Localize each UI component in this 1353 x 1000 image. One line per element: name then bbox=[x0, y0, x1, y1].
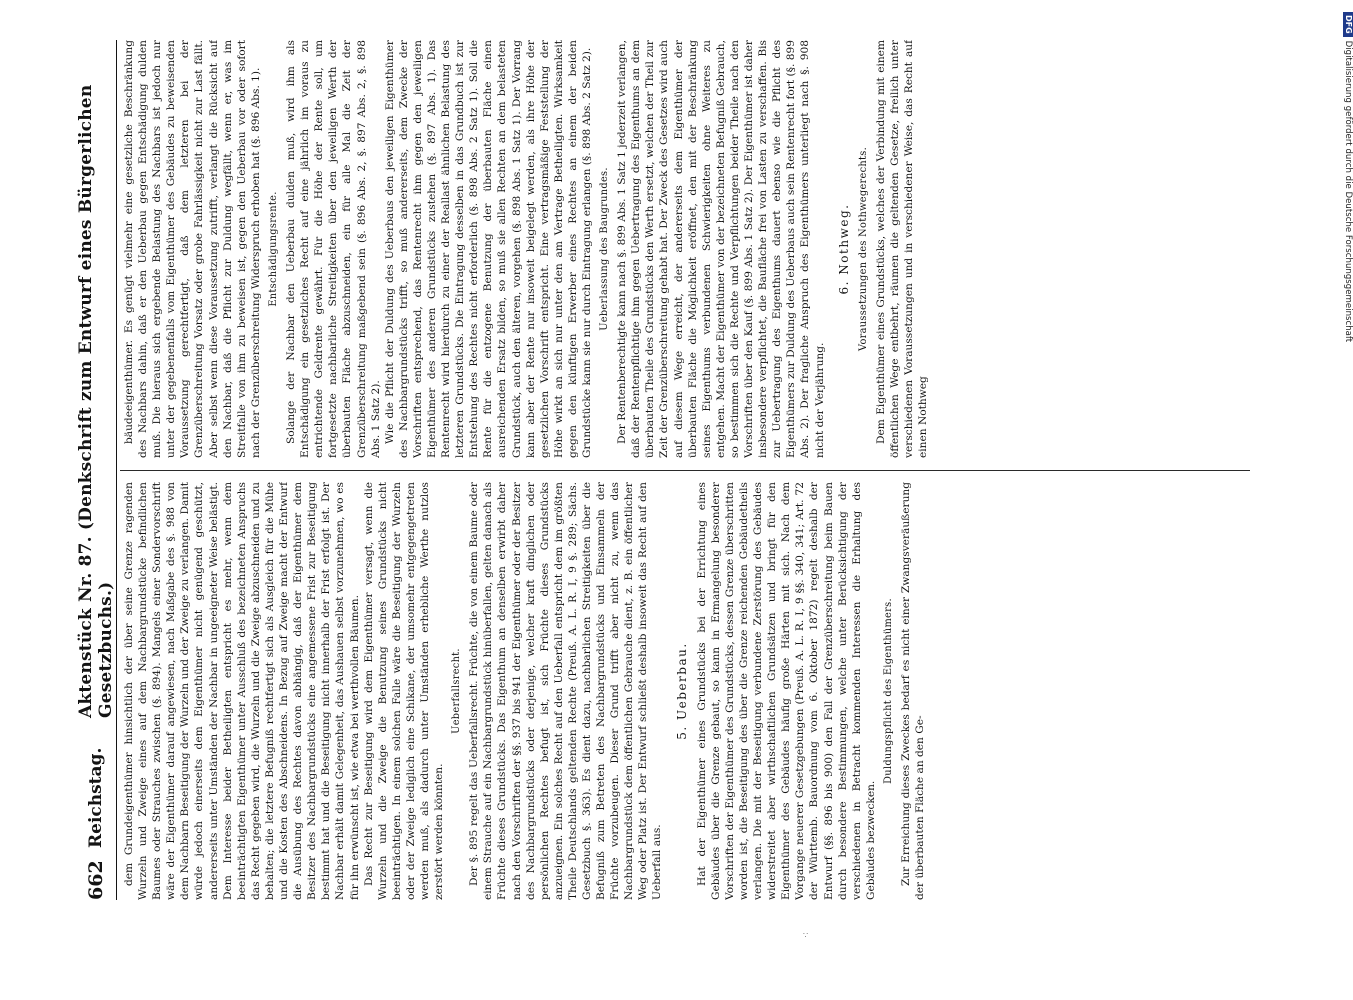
header-title: Aktenstück Nr. 87. (Denkschrift zum Entwurf eines Bürgerlichen Gesetzbuchs.) bbox=[76, 84, 116, 718]
text-columns bbox=[122, 40, 1252, 900]
page-number: 662 bbox=[85, 860, 107, 900]
left-subheading: Duldungspflicht des Eigenthümers. bbox=[882, 598, 894, 784]
right-paragraph: Der Rentenberechtigte kann nach §. 899 Abs. 1 Satz 1 jederzeit verlangen, daß der Rentenpflichtige ihm gegen Uebertragung des Eigenthums an dem überbauten Theile des Grundstücks den Werth ersetzt, welchen der Theil zur Zeit der Grenzüberschreitung gehabt hat. Der Zweck des Gesetzes wird auch auf diesem Wege erreicht, der andererseits dem Eigenthümer der überbauten Fläche die Möglichkeit eröffnet, den mit der Beschränkung seines Eigenthums verbundenen Schwierigkeiten ohne Weiteres zu entgehen. Macht der Eigenthümer von der bezeichneten Befugniß Gebrauch, so bestimmen sich die Rechte und Verpflichtungen beider Theile nach den Vorschriften über den Kauf (§. 899 Abs. 1 Satz 2). Der Eigenthümer ist daher insbesondere verpflichtet, die Baufläche frei von Lasten zu verschaffen. Bis zur Uebertragung des Eigenthums dauert ebenso wie die Pflicht des Eigenthümers zur Duldung des Ueberbaus auch sein Rentenrecht fort (§. 899 Abs. 2). Der fragliche Anspruch des Eigenthümers unterliegt nach §. 908 nicht der Verjährung. bbox=[616, 40, 826, 458]
dfg-logo: DFG bbox=[1343, 12, 1353, 37]
left-paragraph: Der §. 895 regelt das Ueberfallsrecht. Früchte, die von einem Baume oder einem Strauche auf ein Nachbargrundstück hinüberfallen, gelten danach als Früchte dieses Grundstücks. Das Eigenthum an denselben erwirbt daher nach den Vorschriften der §§. 937 bis 941 der Eigenthümer oder der Besitzer des Nachbargrundstücks oder derjenige, welcher kraft dinglichen oder persönlichen Rechtes befugt ist, sich Früchte dieses Grundstücks anzueignen. Ein solches Recht auf den Ueberfall entspricht dem im größten Theile Deutschlands geltenden Rechte (Preuß. A. L. R. I, 9 §. 289; Sächs. Gesetzbuch §. 363). Es dient dazu, nachbarlichen Streitigkeiten über die Befugniß zum Betreten des Nachbargrundstücks und Einsammeln der Früchte vorzubeugen. Dieser Grund trifft aber nicht zu, wenn das Nachbargrundstück dem öffentlichen Gebrauche dient, z. B. ein öffentlicher Weg oder Platz ist. Der Entwurf schließt deshalb insoweit das Recht auf den Ueberfall aus. bbox=[468, 482, 664, 900]
left-paragraph: Zur Erreichung dieses Zweckes bedarf es nicht einer Zwangsveräußerung der überbauten Fläche an den Ge- bbox=[899, 482, 927, 900]
right-paragraph: Wie die Pflicht der Duldung des Ueberbaus den jeweiligen Eigenthümer des Nachbargrundstücks trifft, so muß andererseits, dem Zwecke der Vorschriften entsprechend, das Rentenrecht ihm gegen den jeweiligen Eigenthümer des anderen Grundstücks zustehen (§. 897 Abs. 1). Das Rentenrecht wird hierdurch zu einer der Reallast ähnlichen Belastung des letzteren Grundstücks. Die Eintragung desselben in das Grundbuch ist zur Entstehung des Rechtes nicht erforderlich (§. 898 Abs. 2 Satz 1). Soll die Rente für die entzogene Benutzung der überbauten Fläche einen ausreichenden Ersatz bilden, so muß sie allen Rechten an dem belasteten Grundstück, auch den älteren, vorgehen (§. 898 Abs. 1 Satz 1). Der Vorrang kann aber der Rente nur insoweit beigelegt werden, als ihre Höhe der gesetzlichen Vorschrift entspricht. Eine vertragsmäßige Feststellung der Höhe wirkt an sich nur unter den am Vertrage Betheiligten. Wirksamkeit gegen den künftigen Erwerber eines Rechtes an einem der beiden Grundstücke kann sie nur durch Eintragung erlangen (§. 898 Abs. 2 Satz 2). bbox=[383, 40, 593, 458]
document-page bbox=[76, 40, 1256, 900]
right-column bbox=[122, 40, 1252, 458]
right-paragraph: bäudeeigenthümer. Es genügt vielmehr eine gesetzliche Beschränkung des Nachbars dahin, daß er den Ueberbau gegen Entschädigung dulden muß. Die hieraus sich ergebende Belastung des Nachbars ist jedoch nur unter der gegebenenfalls vom Eigenthümer des Gebäudes zu beweisenden Voraussetzung gerechtfertigt, daß dem letzteren bei der Grenzüberschreitung Vorsatz oder grobe Fahrlässigkeit nicht zur Last fällt. Aber selbst wenn diese Voraussetzung zutrifft, verlangt die Rücksicht auf den Nachbar, daß die Pflicht zur Duldung wegfällt, wenn er, was im Streitfalle von ihm zu beweisen ist, gegen den Ueberbau vor oder sofort nach der Grenzüberschreitung Widerspruch erhoben hat (§. 896 Abs. 1). bbox=[123, 40, 262, 458]
left-paragraph: Hat der Eigenthümer eines Grundstücks bei der Errichtung eines Gebäudes über die Grenze gebaut, so kann in Ermangelung besonderer Vorschriften der Eigenthümer des Grundstücks, dessen Grenze überschritten worden ist, die Beseitigung des über die Grenze reichenden Gebäudetheils verlangen. Die mit der Beseitigung verbundene Zerstörung des Gebäudes widerstreitet aber wirthschaftlichen Grundsätzen und bringt für den Eigenthümer des Gebäudes häufig große Härten mit sich. Nach dem Vorgange neuerer Gesetzgebungen (Preuß. A. L. R. I, 9 §§. 340, 341; Art. 72 der Württemb. Bauordnung vom 6. Oktober 1872) regelt deshalb der Entwurf (§§. 896 bis 900) den Fall der Grenzüberschreitung beim Bauen durch besondere Bestimmungen, welche unter Berücksichtigung der verschiedenen in Betracht kommenden Interessen die Erhaltung des Gebäudes bezwecken. bbox=[695, 482, 877, 900]
dfg-credit-text: Digitalisierung gefördert durch die Deutsche Forschungsgemeinschaft bbox=[1343, 40, 1353, 343]
right-section-heading: 6. Nothweg. bbox=[836, 203, 851, 295]
right-paragraph: Dem Eigenthümer eines Grundstücks, welches der Verbindung mit einem öffentlichen Wege entbehrt, räumen die geltenden Gesetze, freilich unter verschiedenen Voraussetzungen und in verschiedener Weise, das Recht auf einen Nothweg bbox=[874, 40, 930, 458]
right-subheading: Entschädigungsrente. bbox=[267, 191, 279, 307]
right-paragraph: Solange der Nachbar den Ueberbau dulden muß, wird ihm als Entschädigung ein gesetzliches Recht auf eine jährlich im voraus zu entrichtende Geldrente gewährt. Für die Höhe der Rente soll, um fortgesetzte nachbarliche Streitigkeiten über den jeweiligen Werth der überbauten Fläche abzuschneiden, ein für alle Mal die Zeit der Grenzüberschreitung maßgebend sein (§. 896 Abs. 2, §. 897 Abs. 2, §. 898 Abs. 1 Satz 2). bbox=[285, 40, 382, 458]
scan-mark: ∵ bbox=[803, 931, 809, 940]
right-subheading: Voraussetzungen des Nothwegerechts. bbox=[857, 147, 869, 352]
left-subheading: Ueberfallsrecht. bbox=[451, 648, 463, 734]
left-paragraph: dem Grundeigenthümer hinsichtlich der über seine Grenze ragenden Wurzeln und Zweige eines auf dem Nachbargrundstücke befindlichen Baumes oder Strauches zwischen (§. 894). Mangels einer Sondervorschrift wäre der Eigenthümer darauf angewiesen, nach Maßgabe des §. 988 von dem Nachbarn Beseitigung der Wurzeln und der Zweige zu verlangen. Damit würde jedoch einerseits dem Eigenthümer nicht genügend geschützt, andererseits unter Umständen der Nachbar in ungeeigneter Weise belästigt. Dem Interesse beider Betheiligten entspricht es mehr, wenn dem beeinträchtigten Eigenthümer unter Ausschluß des bezeichneten Anspruchs das Recht gegeben wird, die Wurzeln und die Zweige abzuschneiden und zu behalten; die letztere Befugniß rechtfertigt sich als Ausgleich für die Mühe und die Kosten des Abschneidens. In Bezug auf Zweige macht der Entwurf die Ausübung des Rechtes davon abhängig, daß der Eigenthümer dem Besitzer des Nachbargrundstücks eine angemessene Frist zur Beseitigung bestimmt hat und die Beseitigung nicht innerhalb der Frist erfolgt ist. Der Nachbar erhält damit Gelegenheit, das Aushauen selbst vorzunehmen, wo es für ihn erwünscht ist, wie etwa bei werthvollen Bäumen. bbox=[123, 482, 361, 900]
right-subheading: Ueberlassung des Baugrundes. bbox=[599, 167, 611, 331]
header-reichstag: Reichstag. bbox=[86, 747, 106, 848]
left-column bbox=[122, 482, 1252, 900]
dfg-side-note bbox=[1343, 12, 1353, 732]
page-header bbox=[76, 40, 117, 900]
left-section-heading: 5. Ueberbau. bbox=[674, 642, 689, 740]
left-paragraph: Das Recht zur Beseitigung wird dem Eigenthümer versagt, wenn die Wurzeln und die Zweige die Benutzung seines Grundstücks nicht beeinträchtigen. In einem solchen Falle wäre die Beseitigung der Wurzeln oder der Zweige lediglich eine Schikane, der umsomehr entgegengetreten werden muß, als dadurch unter Umständen erhebliche Werthe nutzlos zerstört werden könnten. bbox=[362, 482, 446, 900]
